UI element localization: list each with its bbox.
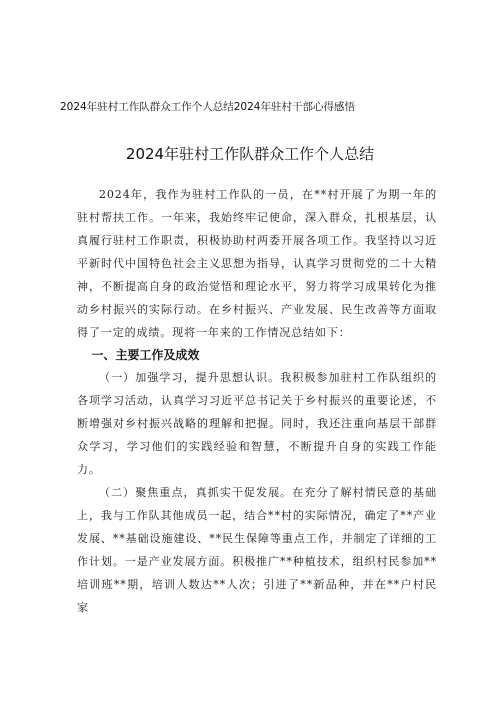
paragraph-learning: （一）加强学习，提升思想认识。我积极参加驻村工作队组织的各项学习活动，认真学习习近平总书记关于乡村振兴的重要论述，不断增强对乡村振兴战略的理解和把握。同时，我还注重向基层干部群众学习，学习他们的实践经验和智慧，不断提升自身的实践工作能力。 bbox=[77, 371, 437, 476]
document-title: 2024年驻村工作队群众工作个人总结 bbox=[125, 145, 375, 163]
document-body bbox=[77, 183, 437, 619]
section-heading: 一、主要工作及成效 bbox=[91, 348, 200, 362]
paragraph-focus: （二）聚焦重点，真抓实干促发展。在充分了解村情民意的基础上，我与工作队其他成员一起，结合**村的实际情况，确定了**产业发展、**基础设施建设、**民生保障等重点工作，并制定了详细的工作计划。一是产业发展方面。积极推广**种植技术，组织村民参加**培训班**期，培训人数达**人次；引进了**新品种，并在**户村民家 bbox=[77, 486, 437, 614]
document-header: 2024年驻村工作队群众工作个人总结2024年驻村干部心得感悟 bbox=[60, 101, 355, 113]
intro-paragraph: 2024年，我作为驻村工作队的一员，在**村开展了为期一年的驻村帮扶工作。一年来，我始终牢记使命，深入群众，扎根基层，认真履行驻村工作职责，积极协助村两委开展各项工作。我坚持以习近平新时代中国特色社会主义思想为指导，认真学习贯彻党的二十大精神，不断提高自身的政治觉悟和理论水平，努力将学习成果转化为推动乡村振兴的实际行动。在乡村振兴、产业发展、民生改善等方面取得了一定的成绩。现将一年来的工作情况总结如下： bbox=[77, 188, 437, 339]
